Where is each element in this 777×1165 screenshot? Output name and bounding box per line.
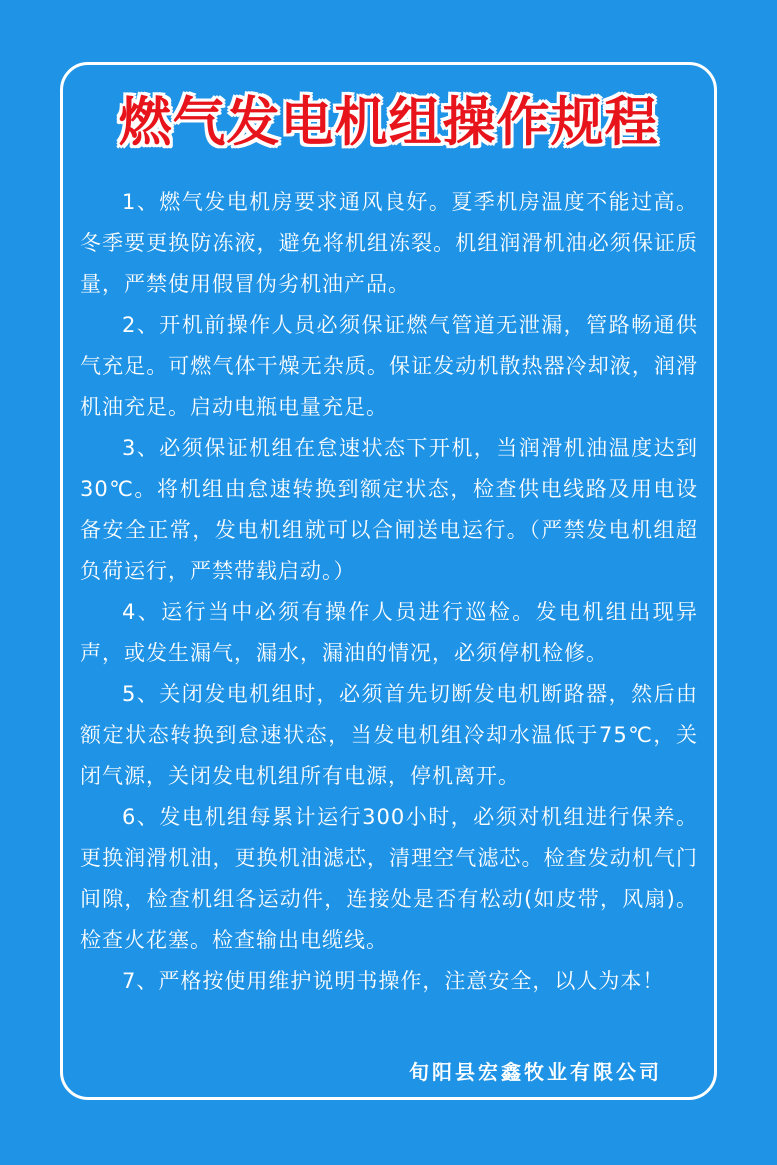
company-name: 旬阳县宏鑫牧业有限公司 [409, 1060, 662, 1084]
rule-paragraph-3: 3、必须保证机组在怠速状态下开机，当润滑机油温度达到30℃。将机组由怠速转换到额定状态，检查供电线路及用电设备安全正常，发电机组就可以合闸送电运行。（严禁发电机组超负荷运行，严禁带载启动。） [80, 436, 698, 583]
rule-paragraph-1: 1、燃气发电机房要求通风良好。夏季机房温度不能过高。冬季要更换防冻液，避免将机组冻裂。机组润滑机油必须保证质量，严禁使用假冒伪劣机油产品。 [80, 190, 698, 296]
rule-paragraph-7: 7、严格按使用维护说明书操作，注意安全，以人为本！ [122, 969, 665, 993]
rules-body [80, 182, 698, 1002]
page-title: 燃气发电机组操作规程 [118, 92, 659, 153]
rule-paragraph-6: 6、发电机组每累计运行300小时，必须对机组进行保养。更换润滑机油，更换机油滤芯，清理空气滤芯。检查发动机气门间隙，检查机组各运动件，连接处是否有松动(如皮带，风扇)。检查火花塞。检查输出电缆线。 [80, 805, 698, 952]
rule-paragraph-4: 4、运行当中必须有操作人员进行巡检。发电机组出现异声，或发生漏气，漏水，漏油的情况，必须停机检修。 [80, 600, 698, 665]
rule-paragraph-2: 2、开机前操作人员必须保证燃气管道无泄漏，管路畅通供气充足。可燃气体干燥无杂质。保证发动机散热器冷却液，润滑机油充足。启动电瓶电量充足。 [80, 313, 698, 419]
rule-paragraph-5: 5、关闭发电机组时，必须首先切断发电机断路器，然后由额定状态转换到怠速状态，当发电机组冷却水温低于75℃，关闭气源，关闭发电机组所有电源，停机离开。 [80, 682, 698, 788]
